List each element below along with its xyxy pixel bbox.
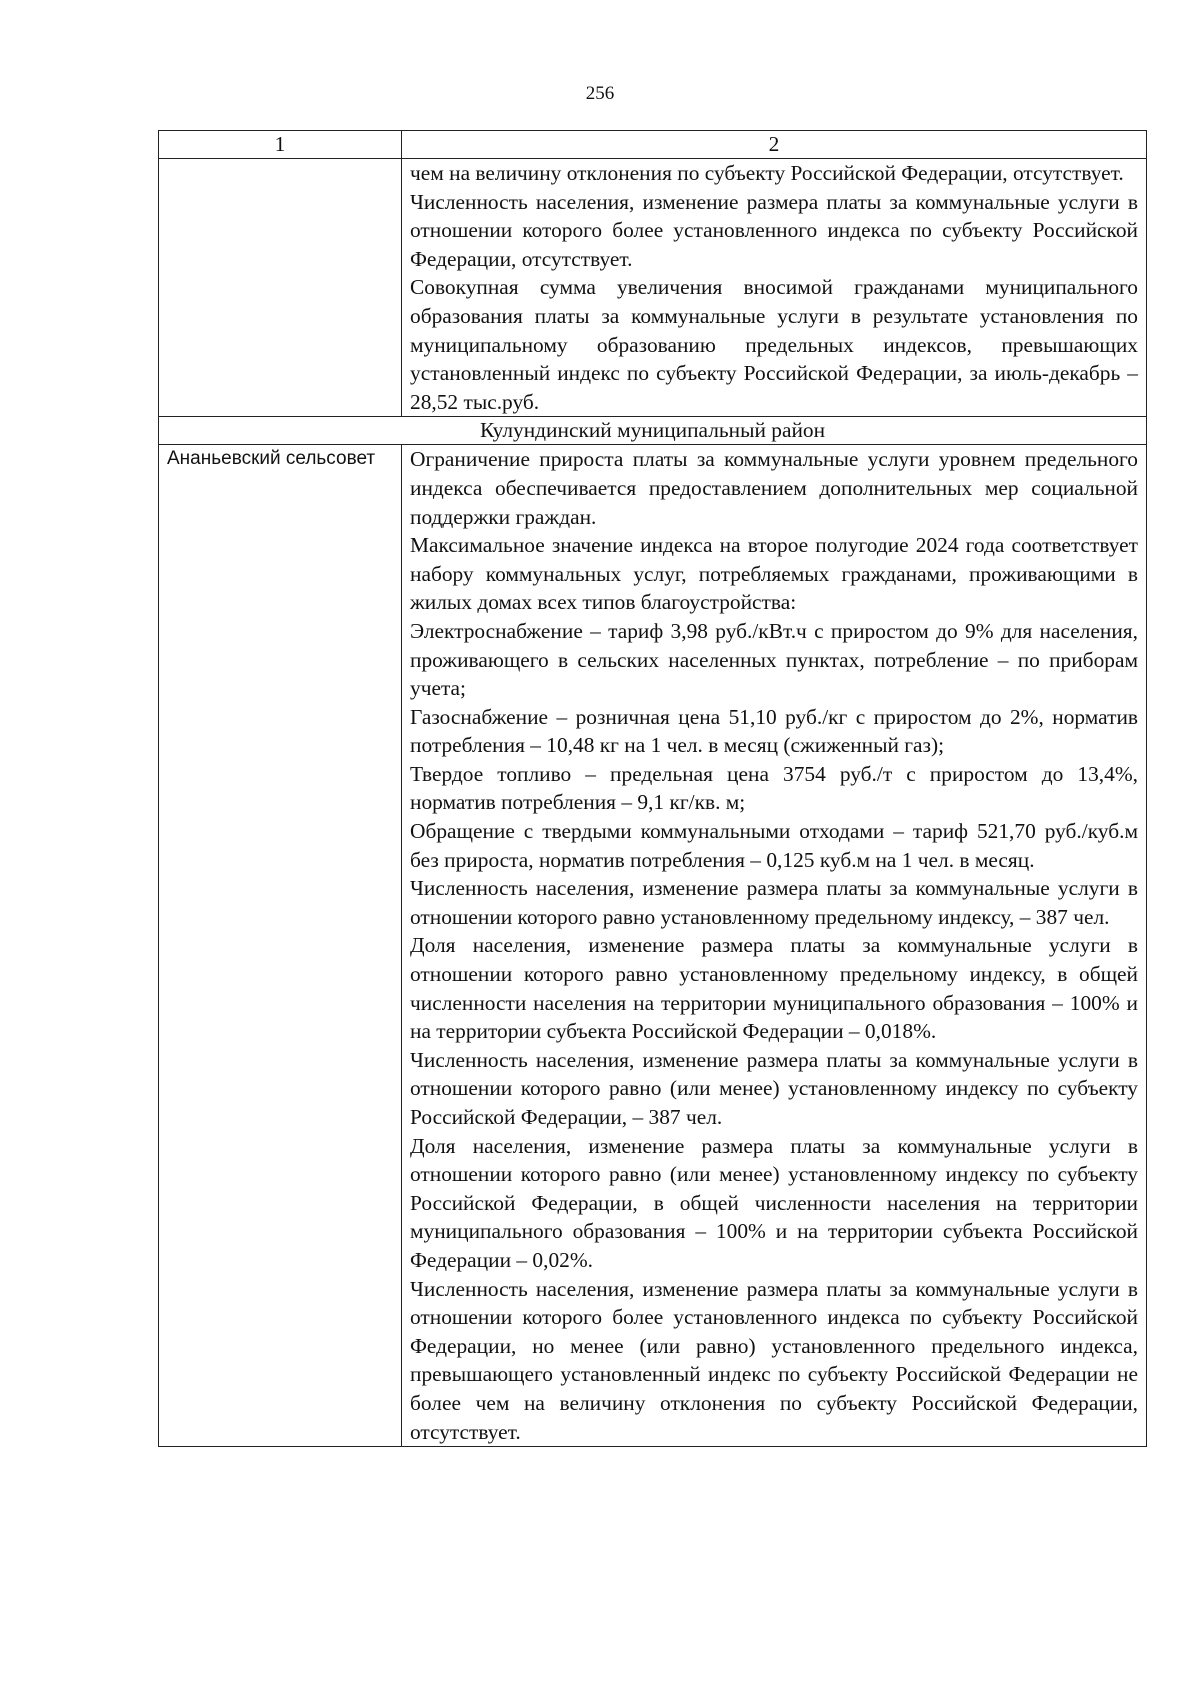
paragraph: Численность населения, изменение размера платы за коммунальные услуги в отношении которого равно (или менее) установленному индексу по субъекту Российской Федерации, – 387 чел. [410,1047,1138,1129]
paragraph: Численность населения, изменение размера платы за коммунальные услуги в отношении которого более установленного индекса по субъекту Российской Федерации, но менее (или равно) установленного предельного индекса, превышающего установленный индекс по субъекту Российской Федерации не более чем на величину отклонения по субъекту Российской Федерации, отсутствует. [410,1276,1138,1444]
section-row [159,417,1147,445]
table-header-row [159,131,1147,159]
paragraph: чем на величину отклонения по субъекту Российской Федерации, отсутствует. [410,161,1124,185]
paragraph: Совокупная сумма увеличения вносимой гражданами муниципального образования платы за коммунальные услуги в результате установления по муниципальному образованию предельных индексов, превышающих установленный индекс по субъекту Российской Федерации, за июль-декабрь – 28,52 тыс.руб. [410,275,1138,414]
paragraph: Численность населения, изменение размера платы за коммунальные услуги в отношении которого более установленного индекса по субъекту Российской Федерации, отсутствует. [410,189,1138,271]
paragraph: Твердое топливо – предельная цена 3754 руб./т с приростом до 13,4%, норматив потребления – 9,1 кг/кв. м; [410,761,1138,815]
paragraph: Газоснабжение – розничная цена 51,10 руб./кг с приростом до 2%, норматив потребления – 10,48 кг на 1 чел. в месяц (сжиженный газ); [410,704,1138,758]
column-header-2: 2 [402,131,1147,159]
entity-name: Ананьевский сельсовет [159,445,402,1447]
paragraph: Доля населения, изменение размера платы за коммунальные услуги в отношении которого равно (или менее) установленному индексу по субъекту Российской Федерации, в общей численности населения на территории муниципального образования – 100% и на территории субъекта Российской Федерации – 0,02%. [410,1133,1138,1272]
paragraph: Численность населения, изменение размера платы за коммунальные услуги в отношении которого равно установленному предельному индексу, – 387 чел. [410,876,1138,929]
page-number: 256 [585,83,615,104]
paragraph: Ограничение прироста платы за коммунальные услуги уровнем предельного индекса обеспечивается предоставлением дополнительных мер социальной поддержки граждан. [410,447,1138,529]
entity-text-cell [402,445,1147,1447]
paragraph: Электроснабжение – тариф 3,98 руб./кВт.ч с приростом до 9% для населения, проживающего в сельских населенных пунктах, потребление – по приборам учета; [410,618,1138,701]
paragraph: Обращение с твердыми коммунальными отходами – тариф 521,70 руб./куб.м без прироста, норматив потребления – 0,125 куб.м на 1 чел. в месяц. [410,819,1138,872]
paragraph: Доля населения, изменение размера платы за коммунальные услуги в отношении которого равно установленному предельному индексу, в общей численности населения на территории муниципального образования – 100% и на территории субъекта Российской Федерации – 0,018%. [410,933,1138,1044]
table-row-entity [159,445,1147,1447]
document-table [158,130,1147,1447]
paragraph: Максимальное значение индекса на второе полугодие 2024 года соответствует набору коммунальных услуг, потребляемых гражданами, проживающими в жилых домах всех типов благоустройства: [410,533,1138,615]
continuation-text-cell [402,159,1147,417]
continuation-name-cell [159,159,402,417]
table-row-continuation [159,159,1147,417]
column-header-1: 1 [159,131,402,159]
section-title: Кулундинский муниципальный район [159,417,1147,445]
